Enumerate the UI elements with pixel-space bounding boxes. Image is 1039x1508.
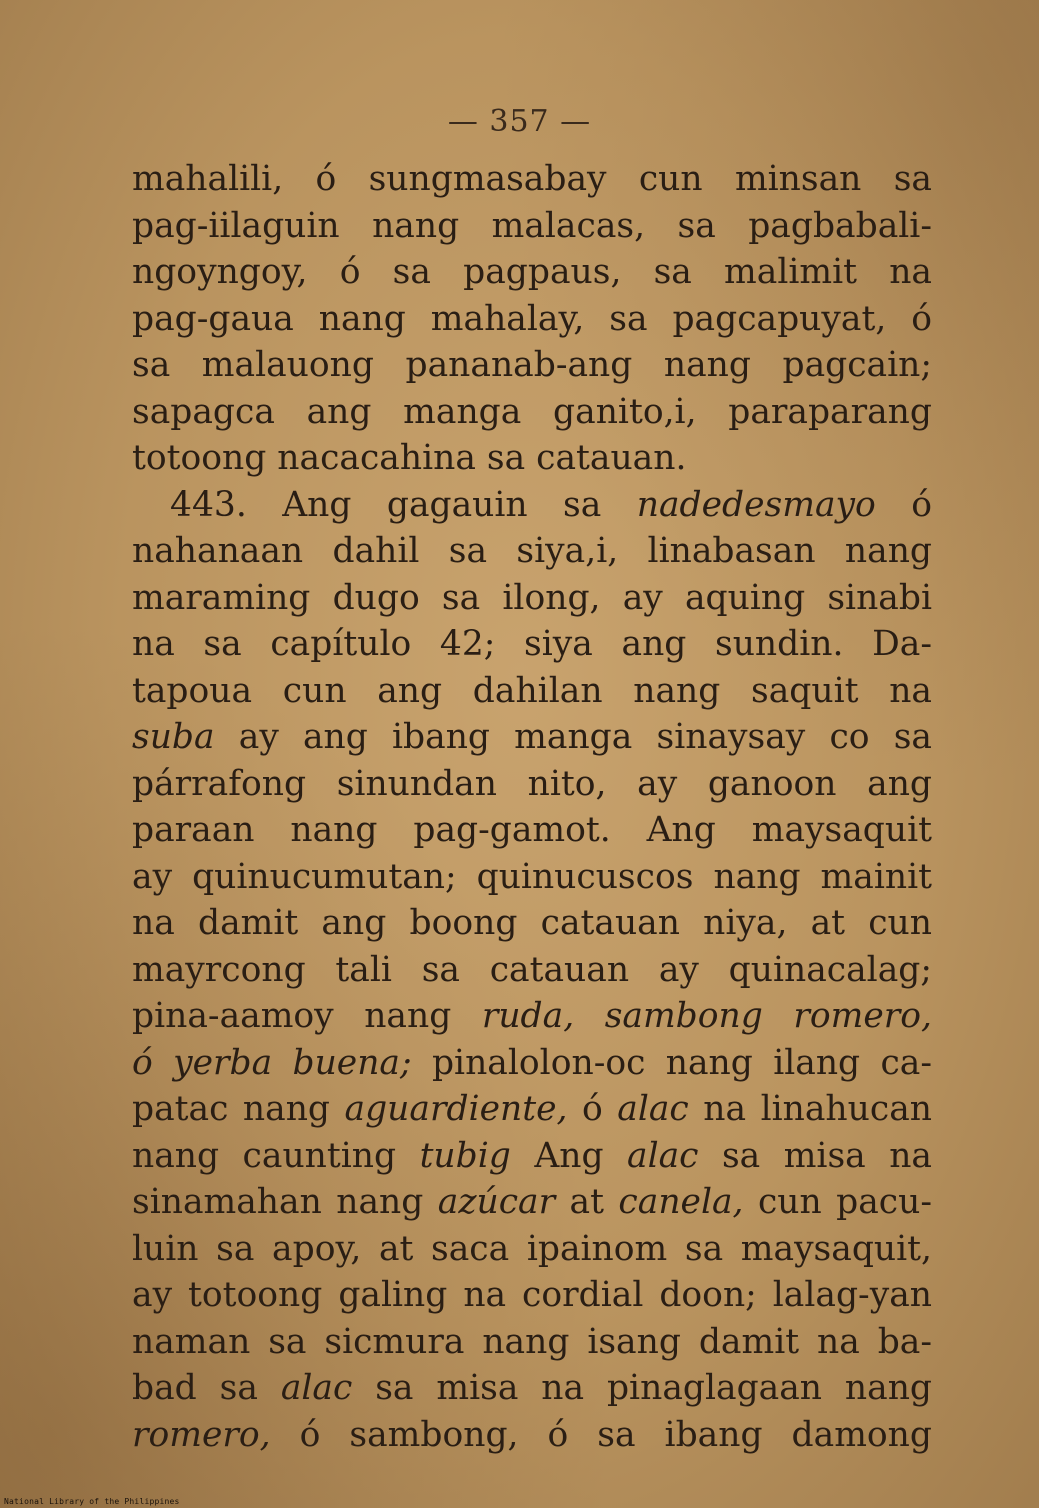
text-line — [132, 575, 932, 622]
italic-term: suba — [132, 717, 215, 757]
text-segment: na damit ang boong catauan niya, at cun — [132, 903, 932, 943]
text-line — [132, 389, 932, 436]
text-line — [132, 1179, 932, 1226]
text-line — [132, 854, 932, 901]
text-line — [132, 296, 932, 343]
text-line — [132, 668, 932, 715]
italic-term: azúcar — [437, 1182, 556, 1222]
text-segment: párrafong sinundan nito, ay ganoon ang — [132, 763, 932, 804]
text-line — [132, 1272, 932, 1319]
italic-term: nadedesmayo — [636, 484, 876, 525]
text-segment: sa misa na — [698, 1135, 932, 1176]
text-segment: paraan nang pag-gamot. Ang maysaquit — [132, 810, 932, 850]
text-line — [132, 900, 932, 947]
text-segment: bad sa — [132, 1368, 281, 1408]
text-line — [132, 156, 932, 203]
text-segment: pag-gaua nang mahalay, sa pagcapuyat, ó — [132, 298, 932, 339]
text-segment: nahanaan dahil sa siya,i, linabasan nang — [132, 531, 932, 571]
text-segment: Ang — [510, 1135, 628, 1176]
body-text — [132, 156, 932, 1458]
text-segment: sapagca ang manga ganito,i, paraparang — [132, 391, 932, 432]
text-line — [132, 342, 932, 389]
italic-term: alac — [280, 1368, 353, 1408]
text-line — [132, 435, 932, 482]
text-line — [132, 1412, 932, 1459]
text-segment: pag-iilaguin nang malacas, sa pagbabali- — [132, 205, 932, 246]
text-segment: patac nang — [132, 1089, 345, 1129]
text-line — [132, 482, 932, 529]
italic-term: alac — [627, 1135, 699, 1176]
text-segment: mayrcong tali sa catauan ay quinacalag; — [132, 949, 932, 990]
text-line — [132, 621, 932, 668]
text-segment: cun pacu- — [743, 1182, 932, 1222]
text-segment: ay ang ibang manga sinaysay co sa — [214, 717, 932, 757]
text-segment: ngoyngoy, ó sa pagpaus, sa malimit na — [132, 252, 932, 292]
text-segment: sa misa na pinaglagaan nang — [352, 1368, 932, 1408]
text-segment: ó — [567, 1089, 618, 1129]
italic-term: alac — [617, 1089, 689, 1129]
text-segment: ay quinucumutan; quinucuscos nang mainit — [132, 856, 932, 897]
text-segment: naman sa sicmura nang isang damit na ba- — [132, 1321, 932, 1362]
italic-term: canela, — [618, 1182, 744, 1222]
text-segment: sa malauong pananab-ang nang pagcain; — [132, 345, 932, 385]
library-credit: National Library of the Philippines — [4, 1497, 180, 1506]
italic-term: romero, — [132, 1414, 271, 1455]
text-segment: totoong nacacahina sa catauan. — [132, 438, 687, 478]
italic-term: tubig — [419, 1135, 511, 1176]
text-line — [132, 714, 932, 761]
text-line — [132, 807, 932, 854]
text-line — [132, 1319, 932, 1366]
text-line — [132, 1040, 932, 1087]
text-segment: tapoua cun ang dahilan nang saquit na — [132, 670, 932, 711]
text-line — [132, 1086, 932, 1133]
text-segment: 443. Ang gagauin sa — [170, 484, 637, 525]
page-number: — 357 — — [447, 104, 592, 139]
italic-term: ruda, sambong romero, — [481, 996, 932, 1036]
text-segment: pinalolon-oc nang ilang ca- — [411, 1042, 933, 1083]
text-segment: na sa capítulo 42; siya ang sundin. Da- — [132, 624, 932, 664]
text-line — [132, 993, 932, 1040]
text-segment: mahalili, ó sungmasabay cun minsan sa — [132, 159, 932, 199]
italic-term: ó yerba buena; — [132, 1042, 412, 1083]
text-segment: maraming dugo sa ilong, ay aquing sinabi — [132, 577, 932, 618]
text-segment: nang caunting — [132, 1135, 420, 1176]
text-segment: ó — [875, 484, 932, 525]
text-segment: na linahucan — [688, 1089, 932, 1129]
text-line — [132, 249, 932, 296]
text-segment: sinamahan nang — [132, 1182, 438, 1222]
italic-term: aguardiente, — [344, 1089, 568, 1129]
text-line — [132, 761, 932, 808]
text-line — [132, 528, 932, 575]
text-segment: ó sambong, ó sa ibang damong — [270, 1414, 932, 1455]
text-line — [132, 1365, 932, 1412]
text-line — [132, 1133, 932, 1180]
text-segment: luin sa apoy, at saca ipainom sa maysaquit, — [132, 1228, 932, 1269]
text-segment: at — [555, 1182, 619, 1222]
text-segment: ay totoong galing na cordial doon; lalag-yan — [132, 1275, 932, 1315]
text-segment: pina-aamoy nang — [132, 996, 482, 1036]
text-line — [132, 203, 932, 250]
text-line — [132, 1226, 932, 1273]
text-line — [132, 947, 932, 994]
